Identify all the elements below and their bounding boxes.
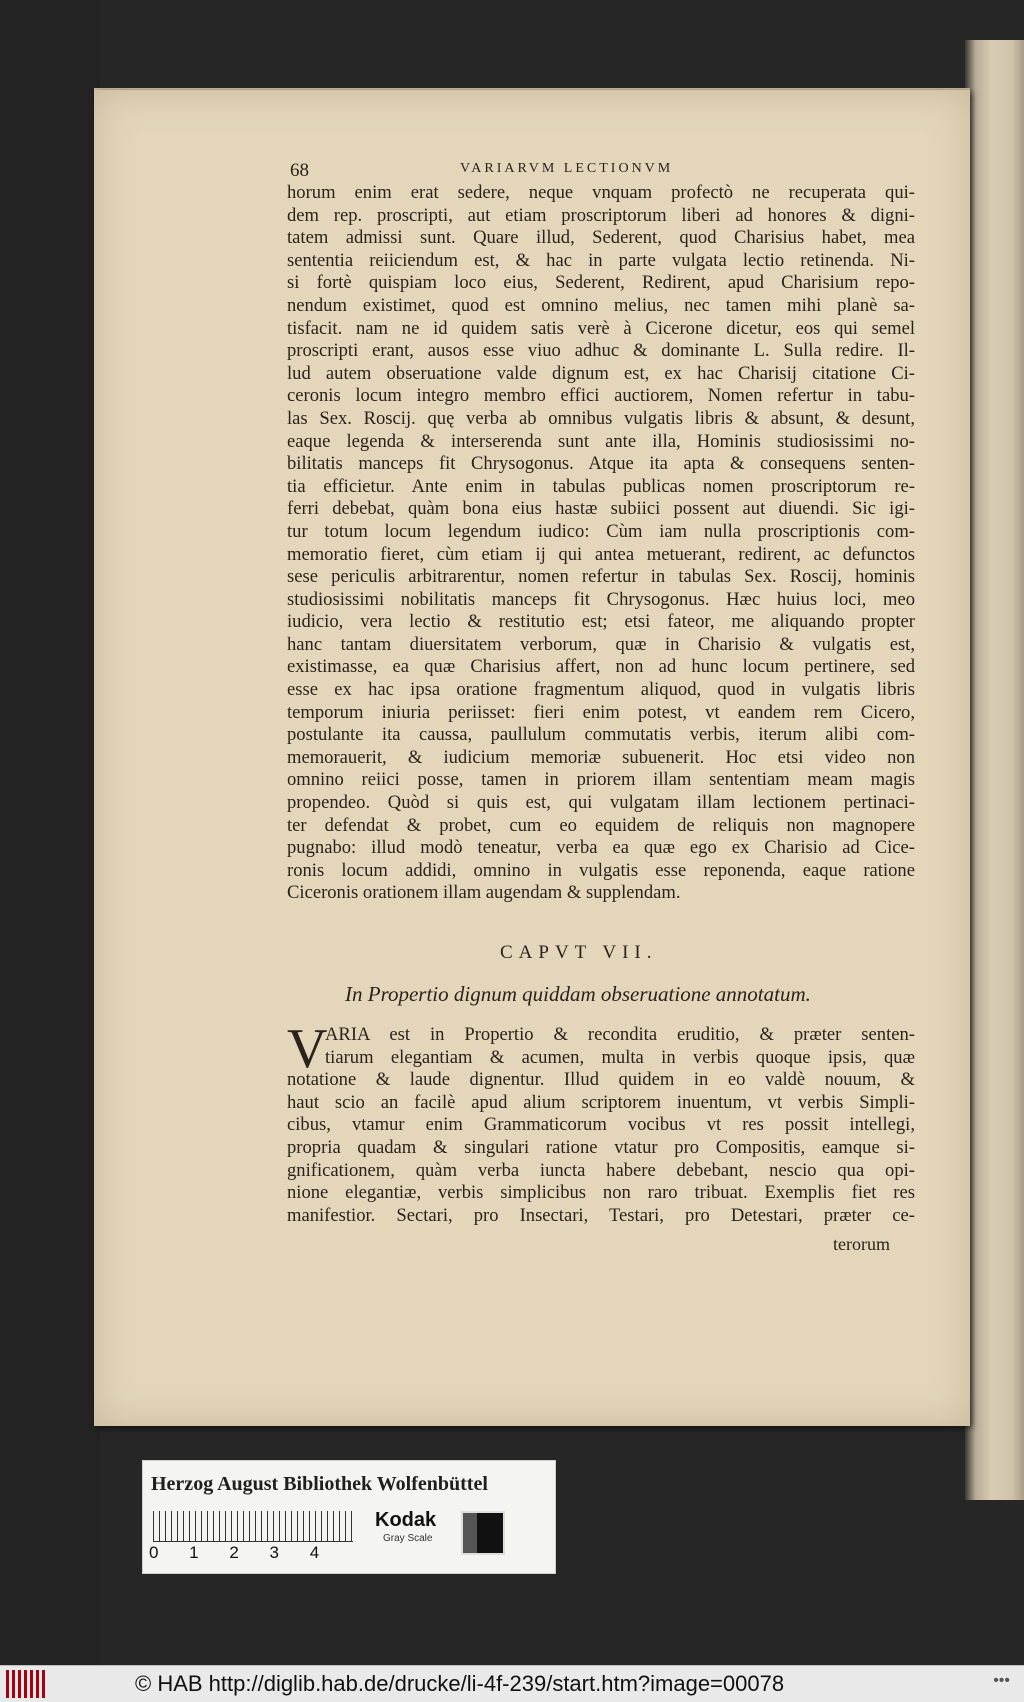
text-line: eaque legenda & interserenda sunt ante illa, Hominis studiosissimi no-	[287, 430, 915, 452]
text-line: pugnabo: illud modò teneatur, verba ea quæ ego ex Charisio ad Cice-	[287, 837, 915, 859]
gray-scale-label: Gray Scale	[383, 1533, 433, 1544]
text-line: iudicio, vera lectio & restitutio est; etsi fateor, me aliquando propter	[287, 611, 915, 633]
catchword: terorum	[833, 1234, 890, 1254]
ruler-ticks	[153, 1511, 353, 1542]
text-line: tia efficietur. Ante enim in tabulas publicas nomen proscriptorum re-	[287, 475, 915, 497]
text-line: tatem admissi sunt. Quare illud, Sederent, quod Charisius habet, mea	[287, 227, 915, 249]
text-line: bilitatis manceps fit Chrysogonus. Atque ita apta & consequens senten-	[287, 453, 915, 475]
text-line: cibus, vtamur enim Grammaticorum vocibus vt res possit intellegi,	[287, 1114, 915, 1136]
running-title: VARIARVM LECTIONVM	[460, 161, 674, 176]
drop-cap: V	[287, 1018, 328, 1080]
hab-logo-icon[interactable]	[6, 1670, 46, 1698]
text-line: notatione & laude dignentur. Illud quidem in eo valdè nouum, &	[287, 1069, 915, 1091]
text-line: propendeo. Quòd si quis est, qui vulgatam illam lectionem pertinaci-	[287, 792, 915, 814]
text-line: tiarum elegantiam & acumen, multa in verbis quoque ipsis, quæ	[325, 1046, 915, 1068]
chapter-text	[287, 1018, 915, 1227]
text-line: haut scio an facilè apud alium scriptorem inuentum, vt verbis Simpli-	[287, 1091, 915, 1113]
text-line: si fortè quispiam loco eius, Sederent, Redirent, apud Charisium repo-	[287, 272, 915, 294]
library-name: Herzog August Bibliothek Wolfenbüttel	[151, 1473, 488, 1495]
viewer-footer	[0, 1665, 1024, 1702]
kodak-logo: Kodak	[375, 1509, 437, 1531]
ruler-numbers: 0 1 2 3 4	[149, 1543, 320, 1562]
page-number: 68	[290, 160, 309, 181]
text-line: propria quadam & singulari ratione vtatur pro Compositis, eamque si-	[287, 1136, 915, 1158]
text-line: postulante ita caussa, paullulum commutatis verbis, iterum alibi com-	[287, 724, 915, 746]
text-line: tur totum locum legendum iudico: Cùm iam nulla proscriptionis com-	[287, 520, 915, 542]
text-line: tisfacit. nam ne id quidem satis verè à Cicerone dicetur, eos qui semel	[287, 317, 915, 339]
scan-background	[0, 0, 100, 1665]
text-line: proscripti erant, ausos esse viuo adhuc & dominante L. Sulla redire. Il-	[287, 340, 915, 362]
gray-patch	[461, 1511, 505, 1555]
text-line: memoratio fieret, cùm etiam ij qui antea metuerant, redirent, ac defunctos	[287, 543, 915, 565]
text-line: temporum iniuria periisset: fieri enim potest, vt eandem rem Cicero,	[287, 701, 915, 723]
page-header	[290, 160, 930, 182]
text-line: lud autem obseruatione valde dignum est, ex hac Charisij citatione Ci-	[287, 362, 915, 384]
text-line: hanc tantam diuersitatem verborum, quæ in Charisio & vulgatis est,	[287, 633, 915, 655]
text-line: Ciceronis orationem illam augendam & supplendam.	[287, 882, 681, 904]
source-url[interactable]: © HAB http://diglib.hab.de/drucke/li-4f-239/start.htm?image=00078	[135, 1671, 785, 1696]
text-line: memorauerit, & iudicium memoriæ subuenerit. Hoc etsi video non	[287, 746, 915, 768]
text-line: sese periculis arbitrarentur, nomen refertur in tabulas Sex. Roscij, hominis	[287, 566, 915, 588]
text-line: nione elegantiæ, verbis simplicibus non raro tribuat. Exemplis fiet res	[287, 1182, 915, 1204]
body-text	[287, 182, 915, 905]
more-options-icon[interactable]: •••	[993, 1672, 1010, 1689]
text-line: las Sex. Roscij. quę verba ab omnibus vulgatis libris & absunt, & desunt,	[287, 407, 915, 429]
text-line: manifestior. Sectari, pro Insectari, Testari, pro Detestari, præter ce-	[287, 1204, 915, 1226]
text-line: horum enim erat sedere, neque vnquam profectò ne recuperata qui-	[287, 182, 915, 203]
color-calibration-card	[142, 1460, 556, 1574]
text-line: ceronis locum integro membro effici auctiorem, Nomen refertur in tabu-	[287, 385, 915, 407]
facing-page-edge	[965, 40, 1024, 1500]
text-line: esse ex hac ipsa oratione fragmentum aliquod, quod in vulgatis libris	[287, 679, 915, 701]
text-line: ferri debebat, quàm bona eius hastæ subiici possent aut diuendi. Sic igi-	[287, 498, 915, 520]
text-line: ter defendat & probet, cum eo equidem de reliquis non magnopere	[287, 814, 915, 836]
text-line: dem rep. proscripti, aut etiam proscriptorum liberi ad honores & digni-	[287, 204, 915, 226]
text-line: nendum existimet, quod est omnino melius, nec tamen mihi planè sa-	[287, 294, 915, 316]
text-line: ARIA est in Propertio & recondita eruditio, & præter senten-	[325, 1024, 915, 1045]
text-line: ronis locum addidi, omnino in vulgatis esse reponenda, eaque ratione	[287, 859, 915, 881]
chapter-subtitle: In Propertio dignum quiddam obseruatione annotatum.	[345, 982, 811, 1006]
text-line: gnificationem, quàm verba iuncta habere debebant, nescio qua opi-	[287, 1159, 915, 1181]
chapter-heading: CAPVT VII.	[500, 942, 658, 963]
text-line: omnino reiici posse, tamen in priorem illam sententiam meam magis	[287, 769, 915, 791]
text-line: sententia reiiciendum est, & hac in parte vulgata lectio retinenda. Ni-	[287, 249, 915, 271]
text-line: studiosissimi nobilitatis manceps fit Chrysogonus. Hæc huius loci, meo	[287, 588, 915, 610]
text-line: existimasse, ea quæ Charisius affert, non ad hunc locum pertinere, sed	[287, 656, 915, 678]
